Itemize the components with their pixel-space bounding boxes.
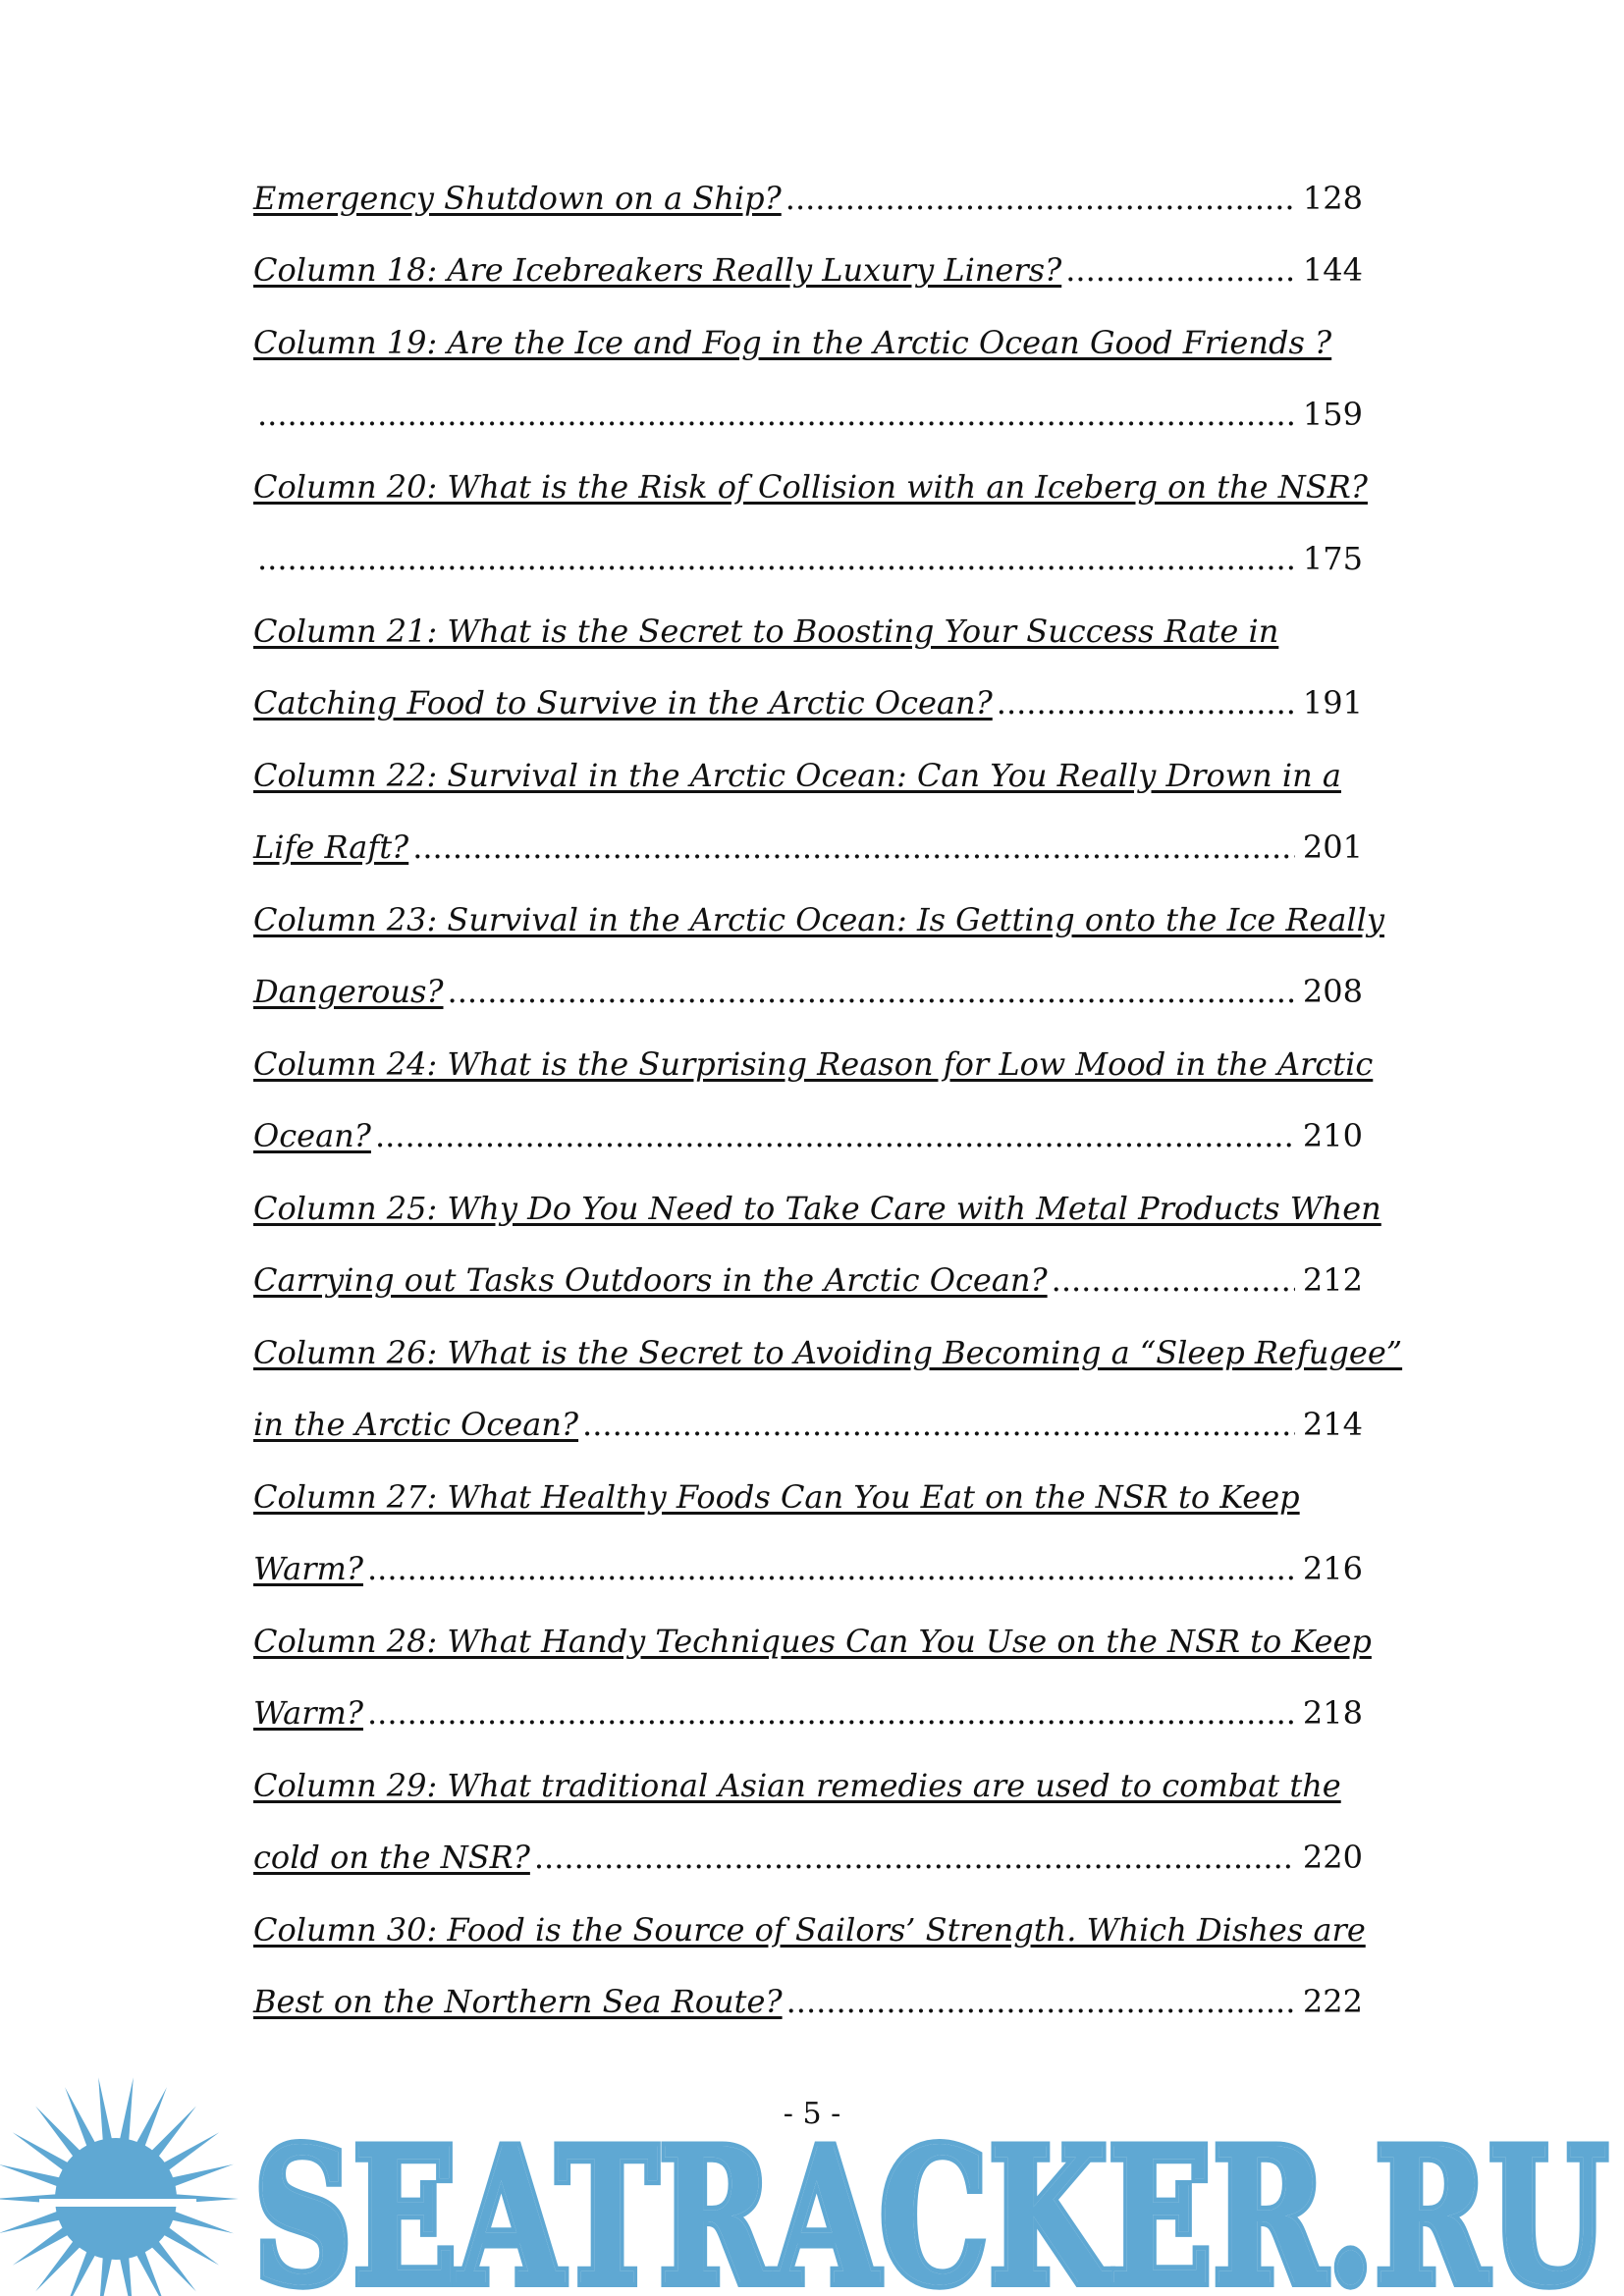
toc-link[interactable]: Column 22: Survival in the Arctic Ocean: Can You Really Drown in a	[253, 756, 1341, 794]
toc-link[interactable]: Column 27: What Healthy Foods Can You Eat on the NSR to Keep	[253, 1477, 1300, 1516]
toc-link[interactable]: Column 25: Why Do You Need to Take Care with Metal Products When	[253, 1189, 1381, 1227]
sun-ray	[65, 2087, 95, 2147]
dot-leader	[375, 1116, 1295, 1155]
toc-line[interactable]	[253, 651, 1363, 723]
toc-link[interactable]: Best on the Northern Sea Route?	[253, 1983, 783, 2020]
toc-line[interactable]	[253, 1228, 1363, 1301]
dot-leader	[786, 1982, 1295, 2021]
toc-line[interactable]	[253, 1733, 1363, 1805]
toc-link[interactable]: Column 23: Survival in the Arctic Ocean: Is Getting onto the Ice Really	[253, 900, 1384, 938]
toc-page-number: 191	[1302, 684, 1363, 721]
toc-link[interactable]: Column 19: Are the Ice and Fog in the Arctic Ocean Good Friends ?	[253, 323, 1332, 361]
dot-leader	[1065, 250, 1295, 290]
toc-page-number: 222	[1302, 1983, 1363, 2020]
sun-ray	[0, 2164, 61, 2187]
toc-page-number: 216	[1302, 1550, 1363, 1587]
toc-page-number: 212	[1302, 1261, 1363, 1299]
toc-link[interactable]: Warm?	[253, 1694, 363, 1732]
toc-line[interactable]	[253, 1155, 1381, 1228]
toc-line[interactable]	[253, 1517, 1363, 1589]
toc-line[interactable]	[253, 939, 1363, 1012]
toc-line[interactable]	[253, 1372, 1363, 1445]
toc-link[interactable]: Column 18: Are Icebreakers Really Luxury Liners?	[253, 251, 1062, 289]
toc-line[interactable]	[253, 1661, 1363, 1734]
toc-link[interactable]: Column 26: What is the Secret to Avoiding Becoming a “Sleep Refugee”	[253, 1333, 1403, 1371]
watermark-text: SEATRACKER.RU	[253, 2108, 1608, 2296]
toc-link[interactable]: Life Raft?	[253, 828, 409, 866]
toc-link[interactable]: Column 28: What Handy Techniques Can You Use on the NSR to Keep	[253, 1622, 1372, 1660]
toc-line[interactable]	[253, 1588, 1372, 1661]
toc-link[interactable]: in the Arctic Ocean?	[253, 1406, 579, 1443]
toc-page-number: 214	[1302, 1406, 1363, 1443]
seatracker-watermark	[0, 2052, 1624, 2296]
toc-page-number: 175	[1302, 540, 1363, 577]
sun-ray	[171, 2164, 234, 2187]
toc-page-number: 218	[1302, 1694, 1363, 1732]
toc-page-number: 208	[1302, 973, 1363, 1010]
toc-link[interactable]: Warm?	[253, 1550, 363, 1587]
toc-line[interactable]	[253, 1084, 1363, 1156]
sun-ray	[98, 2077, 112, 2141]
toc-line[interactable]	[253, 218, 1363, 291]
toc-line[interactable]	[253, 722, 1363, 795]
toc-link[interactable]: Ocean?	[253, 1117, 371, 1154]
dot-leader	[257, 395, 1295, 434]
sun-ray	[120, 2077, 134, 2141]
toc-line[interactable]	[253, 867, 1384, 939]
toc-link[interactable]: Dangerous?	[253, 973, 444, 1010]
page-number: - 5 -	[783, 2097, 841, 2131]
dot-leader	[534, 1838, 1295, 1877]
toc-link[interactable]: Column 20: What is the Risk of Collision with an Iceberg on the NSR?	[253, 467, 1368, 506]
toc-page-number: 220	[1302, 1839, 1363, 1876]
dot-leader	[1052, 1260, 1295, 1300]
dot-leader	[257, 539, 1295, 578]
toc-page-number: 159	[1302, 396, 1363, 433]
toc-line[interactable]	[253, 290, 1363, 362]
dot-leader	[412, 828, 1295, 867]
toc-page-number: 128	[1302, 179, 1363, 217]
svg-text:SEATRACKER.RU: SEATRACKER.RU	[253, 2108, 1608, 2296]
toc-line[interactable]	[253, 578, 1363, 651]
toc-line[interactable]	[253, 434, 1368, 507]
toc-line	[253, 362, 1363, 435]
sun-ray	[136, 2087, 167, 2147]
toc-line[interactable]	[253, 145, 1363, 218]
toc-link[interactable]: Column 24: What is the Surprising Reason for Low Mood in the Arctic	[253, 1044, 1374, 1083]
toc-line[interactable]	[253, 1877, 1366, 1949]
toc-link[interactable]: Column 30: Food is the Source of Sailors’ Strength. Which Dishes are	[253, 1910, 1366, 1949]
toc-link[interactable]: Catching Food to Survive in the Arctic Ocean?	[253, 684, 993, 721]
toc-link[interactable]: Column 29: What traditional Asian remedies are used to combat the	[253, 1766, 1341, 1804]
sun-ray	[171, 2211, 234, 2233]
dot-leader	[582, 1405, 1295, 1444]
toc-link[interactable]: cold on the NSR?	[253, 1839, 530, 1876]
toc-line[interactable]	[253, 1011, 1374, 1084]
dot-leader	[448, 972, 1295, 1011]
toc-page-number: 201	[1302, 828, 1363, 866]
toc-line[interactable]	[253, 1300, 1403, 1372]
sun-ray	[0, 2211, 61, 2233]
sun-ray	[98, 2257, 112, 2296]
toc-line[interactable]	[253, 1805, 1363, 1878]
sun-ray	[120, 2257, 134, 2296]
dot-leader	[997, 683, 1295, 722]
toc-link[interactable]: Emergency Shutdown on a Ship?	[253, 179, 782, 217]
sun-logo-icon	[0, 2077, 239, 2296]
dot-leader	[367, 1549, 1295, 1588]
dot-leader	[785, 179, 1295, 218]
toc-line[interactable]	[253, 1444, 1363, 1517]
toc-line[interactable]	[253, 1949, 1363, 2022]
toc-line[interactable]	[253, 795, 1363, 868]
toc-page-number: 144	[1302, 251, 1363, 289]
toc-link[interactable]: Column 21: What is the Secret to Boosting Your Success Rate in	[253, 612, 1279, 650]
toc-link[interactable]: Carrying out Tasks Outdoors in the Arctic Ocean?	[253, 1261, 1048, 1299]
toc-page-number: 210	[1302, 1117, 1363, 1154]
table-of-contents	[253, 145, 1403, 2021]
toc-line	[253, 507, 1363, 579]
dot-leader	[367, 1693, 1295, 1733]
